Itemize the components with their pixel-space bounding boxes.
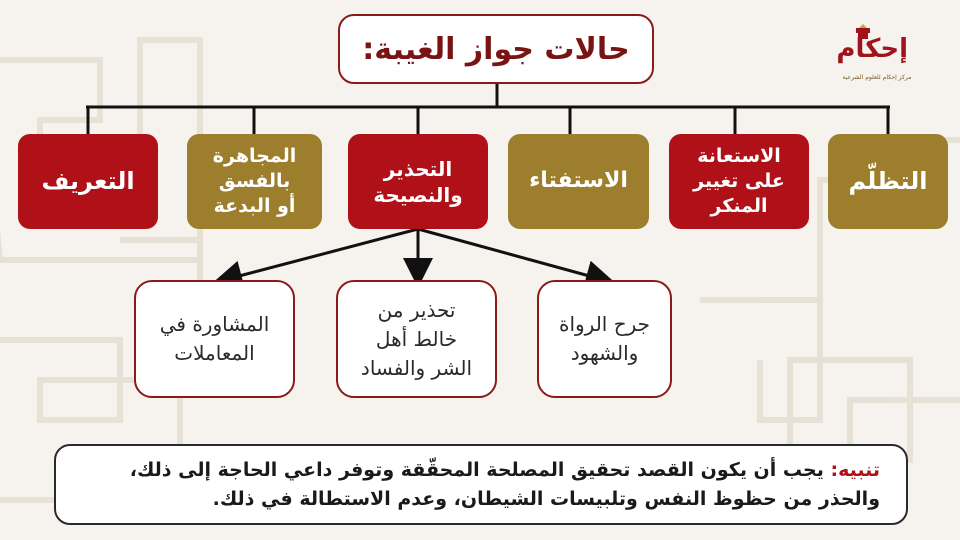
category-definition: التعريف [18,134,158,229]
category-grievance: التظلّم [828,134,948,229]
note-label: تنبيه: [830,459,880,481]
note-text: يجب أن يكون القصد تحقيق المصلحة المحقّقة وتوفر داعي الحاجة إلى ذلك، والحذر من حظوظ النفس وتلبيسات الشيطان، وعدم الاستطالة في ذلك. [129,459,880,511]
category-warning-advice: التحذير والنصيحة [348,134,488,229]
category-seeking-help: الاستعانة على تغيير المنكر [669,134,809,229]
category-fatwa: الاستفتاء [508,134,649,229]
page-title: حالات جواز الغيبة: [338,14,654,84]
logo-name: إحكام [836,34,908,64]
arrow-left [224,229,418,280]
logo-subtitle: مركز إحكام للعلوم الشرعية [842,74,912,81]
note-box [54,444,908,525]
subitem-consultation: المشاورة في المعاملات [134,280,295,398]
subitem-narrators: جرح الرواة والشهود [537,280,672,398]
arrow-right [418,229,604,280]
category-open-sin: المجاهرة بالفسق أو البدعة [187,134,322,229]
subitem-warning-corrupt: تحذير من خالط أهل الشر والفساد [336,280,497,398]
